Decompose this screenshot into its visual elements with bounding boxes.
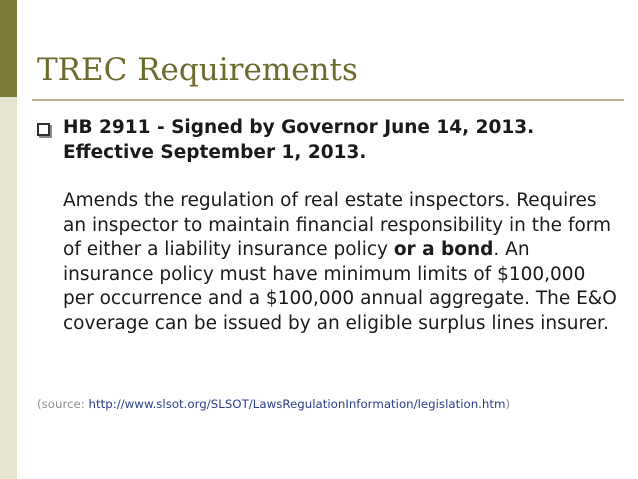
bullet-content [63,116,618,336]
source-prefix: (source: [37,397,89,411]
description-emphasis: or a bond [393,239,494,260]
description-part-1: Amends the regulation of real estate inspectors. Requires an inspector to maintain financial responsibility in the form of either a liability insurance policy [63,190,612,260]
source-link[interactable]: http://www.slsot.org/SLSOT/LawsRegulationInformation/legislation.htm [88,397,506,411]
bill-description [63,189,618,336]
square-bullet-icon [37,123,50,136]
decorative-side-bar-accent [0,0,17,97]
description-part-2: . An insurance policy must have minimum limits of $100,000 per occurrence and a $100,000 annual aggregate. The E&O coverage can be issued by an eligible surplus lines insurer. [63,239,617,334]
slide-title: TREC Requirements [37,52,358,88]
bill-heading: HB 2911 - Signed by Governor June 14, 2013. Effective September 1, 2013. [63,117,535,163]
source-suffix: ) [505,397,511,411]
source-citation [37,397,510,411]
title-divider [32,99,624,101]
